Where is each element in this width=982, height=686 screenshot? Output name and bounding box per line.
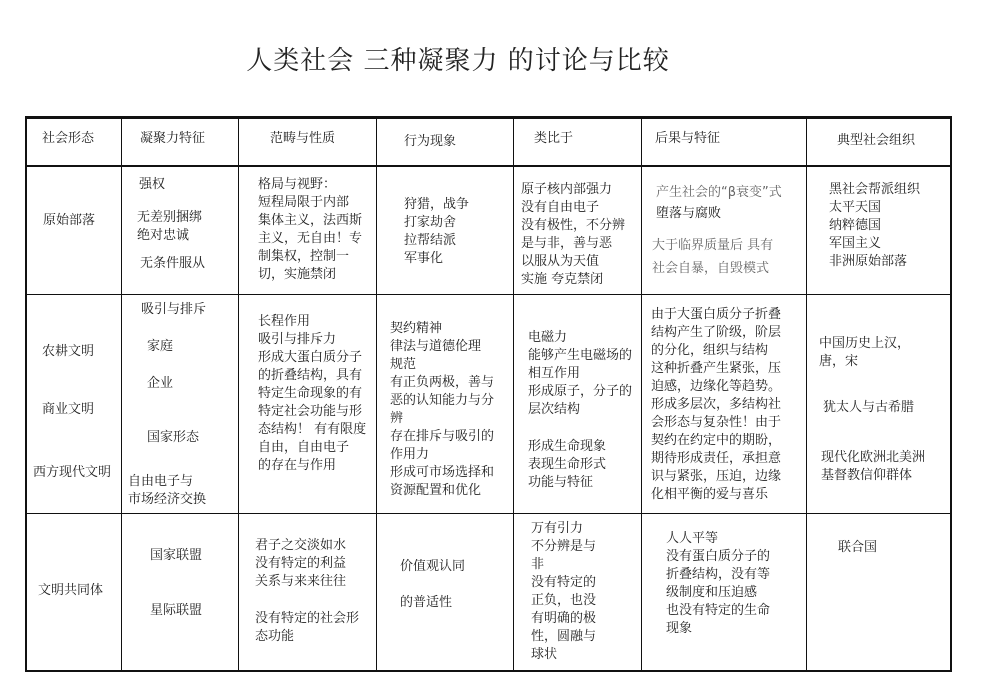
column-divider [806, 116, 807, 672]
header-consequence: 后果与特征 [655, 131, 721, 146]
row2-consequence: 由于大蛋白质分子折叠 结构产生了阶级，阶层 的分化，组织与结构 这种折叠产生紧张，压 迫感，边缘化等趋势。 形成多层次，多结构社 会形态与复杂性！由于 契约在约定中的期盼， 期待形成责任，承担意 识与紧张，压迫，边缘 化相平衡的爱与喜乐 [651, 307, 782, 502]
column-divider [238, 116, 239, 672]
page-title: 人类社会 三种凝聚力 的讨论与比较 [246, 46, 670, 76]
row3-form: 文明共同体 [38, 583, 104, 598]
row3-behavior-1: 价值观认同 [400, 559, 466, 574]
row1-analogy: 原子核内部强力 没有自由电子 没有极性，不分辨 是与非，善与恶 以服从为天值 实施 夸克禁闭 [521, 182, 626, 287]
row-divider [25, 513, 952, 514]
row1-consequence-b: 堕落与腐败 [656, 206, 722, 221]
row3-consequence: 人人平等 没有蛋白质分子的 折叠结构，没有等 级制度和压迫感 也没有特定的生命 现象 [666, 531, 771, 636]
table-border-top [25, 116, 952, 119]
row1-cohesion-1: 强权 [139, 177, 166, 192]
header-social-form: 社会形态 [42, 131, 95, 146]
row2-cohesion-5: 自由电子与 市场经济交换 [128, 474, 207, 507]
table-border-bottom [25, 670, 952, 672]
row2-orgs-2: 犹太人与古希腊 [823, 400, 915, 415]
row3-behavior-2: 的普适性 [400, 595, 453, 610]
row2-orgs-1: 中国历史上汉， 唐，宋 [819, 336, 911, 369]
row3-cohesion-1: 国家联盟 [150, 548, 203, 563]
row2-cohesion-3: 企业 [147, 376, 174, 391]
row-divider [25, 294, 952, 295]
row3-category-b: 没有特定的社会形 态功能 [255, 611, 360, 644]
row2-form-western-modern: 西方现代文明 [33, 465, 112, 480]
row3-orgs: 联合国 [838, 540, 878, 555]
row1-consequence-c: 大于临界质量后 具有 社会自暴，自毁模式 [652, 238, 774, 276]
row2-cohesion-1: 吸引与排斥 [141, 302, 207, 317]
row1-cohesion-3: 无条件服从 [140, 256, 206, 271]
row2-behavior: 契约精神 律法与道德伦理 规范 有正负两极，善与 恶的认知能力与分 辨 存在排斥与吸引的 作用力 形成可市场选择和 资源配置和优化 [390, 321, 495, 498]
row-divider [25, 165, 952, 167]
row2-form-commercial: 商业文明 [42, 402, 95, 417]
header-analogy: 类比于 [534, 131, 574, 146]
row2-category: 长程作用 吸引与排斥力 形成大蛋白质分子 的折叠结构，具有 特定生命现象的有 特定社会功能与形 态结构！ 有有限度 自由，自由电子 的存在与作用 [258, 314, 367, 473]
column-divider [641, 116, 642, 672]
row1-behavior: 狩猎，战争 打家劫舍 拉帮结派 军事化 [404, 197, 470, 266]
row1-orgs: 黑社会帮派组织 太平天国 纳粹德国 军国主义 非洲原始部落 [829, 182, 921, 269]
header-typical-orgs: 典型社会组织 [837, 133, 916, 148]
row1-cohesion-2: 无差别捆绑 绝对忠诚 [137, 210, 203, 243]
header-behavior: 行为现象 [404, 134, 457, 149]
row1-category: 格局与视野： 短程局限于内部 集体主义，法西斯 主义，无自由！专 制集权，控制一 切，实施禁闭 [258, 177, 363, 282]
row2-cohesion-2: 家庭 [147, 339, 174, 354]
row1-consequence-a: 产生社会的“β衰变”式 [656, 185, 782, 200]
column-divider [25, 116, 27, 672]
row2-cohesion-4: 国家形态 [147, 430, 200, 445]
column-divider [513, 116, 514, 672]
row2-analogy-a: 电磁力 能够产生电磁场的 相互作用 形成原子，分子的 层次结构 [528, 330, 633, 417]
table-border-right [950, 116, 952, 672]
row3-analogy: 万有引力 不分辨是与 非 没有特定的 正负，也没 有明确的极 性，圆融与 球状 [531, 521, 597, 662]
row2-analogy-b: 形成生命现象 表现生命形式 功能与特征 [528, 439, 607, 490]
row1-form: 原始部落 [43, 213, 96, 228]
column-divider [376, 116, 377, 672]
row2-form-agrarian: 农耕文明 [42, 344, 95, 359]
row3-cohesion-2: 星际联盟 [150, 603, 203, 618]
header-category: 范畴与性质 [270, 131, 336, 146]
column-divider [121, 116, 122, 672]
header-cohesion: 凝聚力特征 [140, 131, 206, 146]
row3-category-a: 君子之交淡如水 没有特定的利益 关系与来来往往 [255, 538, 347, 589]
row2-orgs-3: 现代化欧洲北美洲 基督教信仰群体 [821, 450, 926, 483]
